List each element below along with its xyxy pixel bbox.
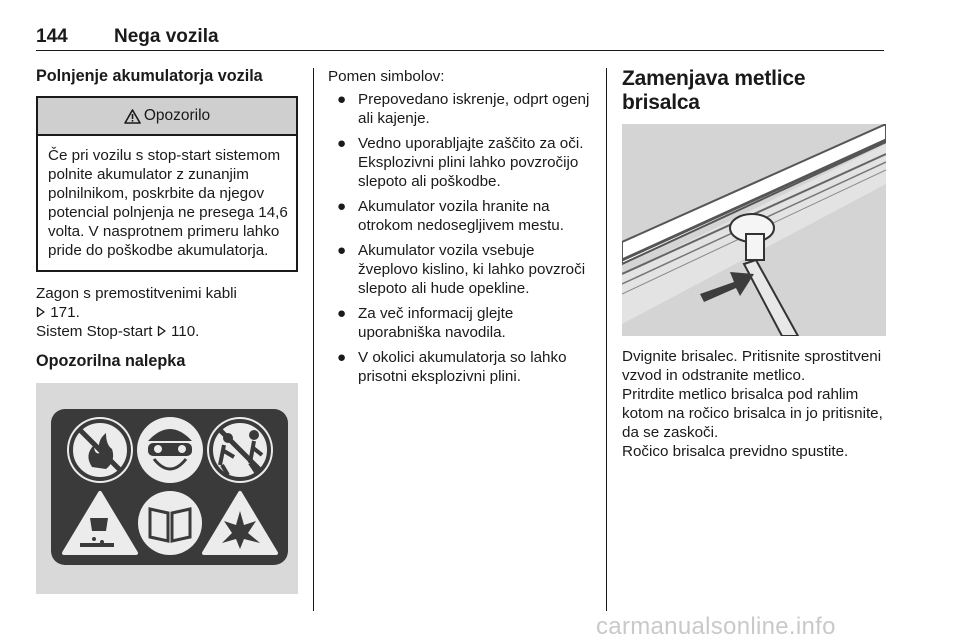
page-header xyxy=(36,26,884,51)
eye-protection-icon xyxy=(137,417,203,483)
no-fire-icon xyxy=(67,417,133,483)
arrow-right-icon[interactable] xyxy=(36,306,46,318)
paragraph: Ročico brisalca previdno spustite. xyxy=(622,443,849,460)
list-item: ● V okolici akumulatorja so lahko prisotni eksplozivni plini. xyxy=(337,349,567,385)
page-number: 144 xyxy=(36,26,68,47)
list-item: ● Akumulator vozila vsebuje žveplovo kislino, ki lahko povzroči slepoto ali hude opekline. xyxy=(337,242,586,297)
list-item: ● Akumulator vozila hranite na otrokom nedosegljivem mestu. xyxy=(337,198,564,234)
list-item-text: Vedno uporabljajte zaščito za oči. Eksplozivni plini lahko povzročijo slepoto ali poškodbe. xyxy=(358,135,584,190)
list-item: ● Prepovedano iskrenje, odprt ogenj ali kajenje. xyxy=(337,91,590,127)
list-item-text: V okolici akumulatorja so lahko prisotni eksplozivni plini. xyxy=(358,349,567,385)
paragraph: Pritrdite metlico brisalca pod rahlim kotom na ročico brisalca in jo pritisnite, da se zaskoči. xyxy=(622,386,883,441)
column-right xyxy=(622,67,886,461)
warning-box xyxy=(36,96,298,272)
page-reference[interactable]: 171. xyxy=(50,304,80,321)
section-heading: Zamenjava metlice brisalca xyxy=(622,67,806,114)
column-middle xyxy=(328,67,594,392)
page-reference[interactable]: 110. xyxy=(170,323,200,340)
symbols-list xyxy=(328,90,594,386)
paragraph: Dvignite brisalec. Pritisnite sprostitveni vzvod in odstranite metlico. xyxy=(622,348,882,384)
list-item: ● Vedno uporabljajte zaščito za oči. Eksplozivni plini lahko povzročijo slepoto ali poškodbe. xyxy=(337,135,584,190)
subsection-heading: Opozorilna nalepka xyxy=(36,352,186,370)
list-item-text: Prepovedano iskrenje, odprt ogenj ali kajenje. xyxy=(358,91,590,127)
column-divider xyxy=(606,68,607,611)
manual-icon xyxy=(138,491,202,555)
list-item-text: Za več informacij glejte uporabniška navodila. xyxy=(358,305,514,341)
warning-triangle-icon xyxy=(124,109,141,124)
watermark: carmanualsonline.info xyxy=(596,613,836,640)
warning-header xyxy=(38,98,296,136)
column-left xyxy=(36,67,298,594)
paragraph-text: Sistem Stop-start xyxy=(36,323,153,340)
arrow-right-icon[interactable] xyxy=(157,325,167,337)
list-item-text: Akumulator vozila hranite na otrokom nedosegljivem mestu. xyxy=(358,198,564,234)
wiper-blade-illustration xyxy=(622,124,886,336)
warning-text: Če pri vozilu s stop-start sistemom polnite akumulator z zunanjim polnilnikom, poskrbite da njegov potencial polnjenja ne presega 14,6 volta. V nasprotnem primeru lahko pride do poškodbe akumulatorja. xyxy=(48,147,288,259)
paragraph-text: Zagon s premostitvenimi kabli xyxy=(36,285,237,302)
paragraph xyxy=(36,322,298,341)
column-divider xyxy=(313,68,314,611)
warning-title: Opozorilo xyxy=(143,107,211,124)
paragraph xyxy=(36,284,298,322)
warning-label-image xyxy=(36,383,298,594)
chapter-title: Nega vozila xyxy=(114,26,219,47)
symbols-intro: Pomen simbolov: xyxy=(328,68,445,85)
keep-away-children-icon xyxy=(207,417,273,483)
list-item: ● Za več informacij glejte uporabniška navodila. xyxy=(337,305,514,341)
list-item-text: Akumulator vozila vsebuje žveplovo kislino, ki lahko povzroči slepoto ali hude opekline. xyxy=(358,242,586,297)
section-heading: Polnjenje akumulatorja vozila xyxy=(36,67,263,85)
